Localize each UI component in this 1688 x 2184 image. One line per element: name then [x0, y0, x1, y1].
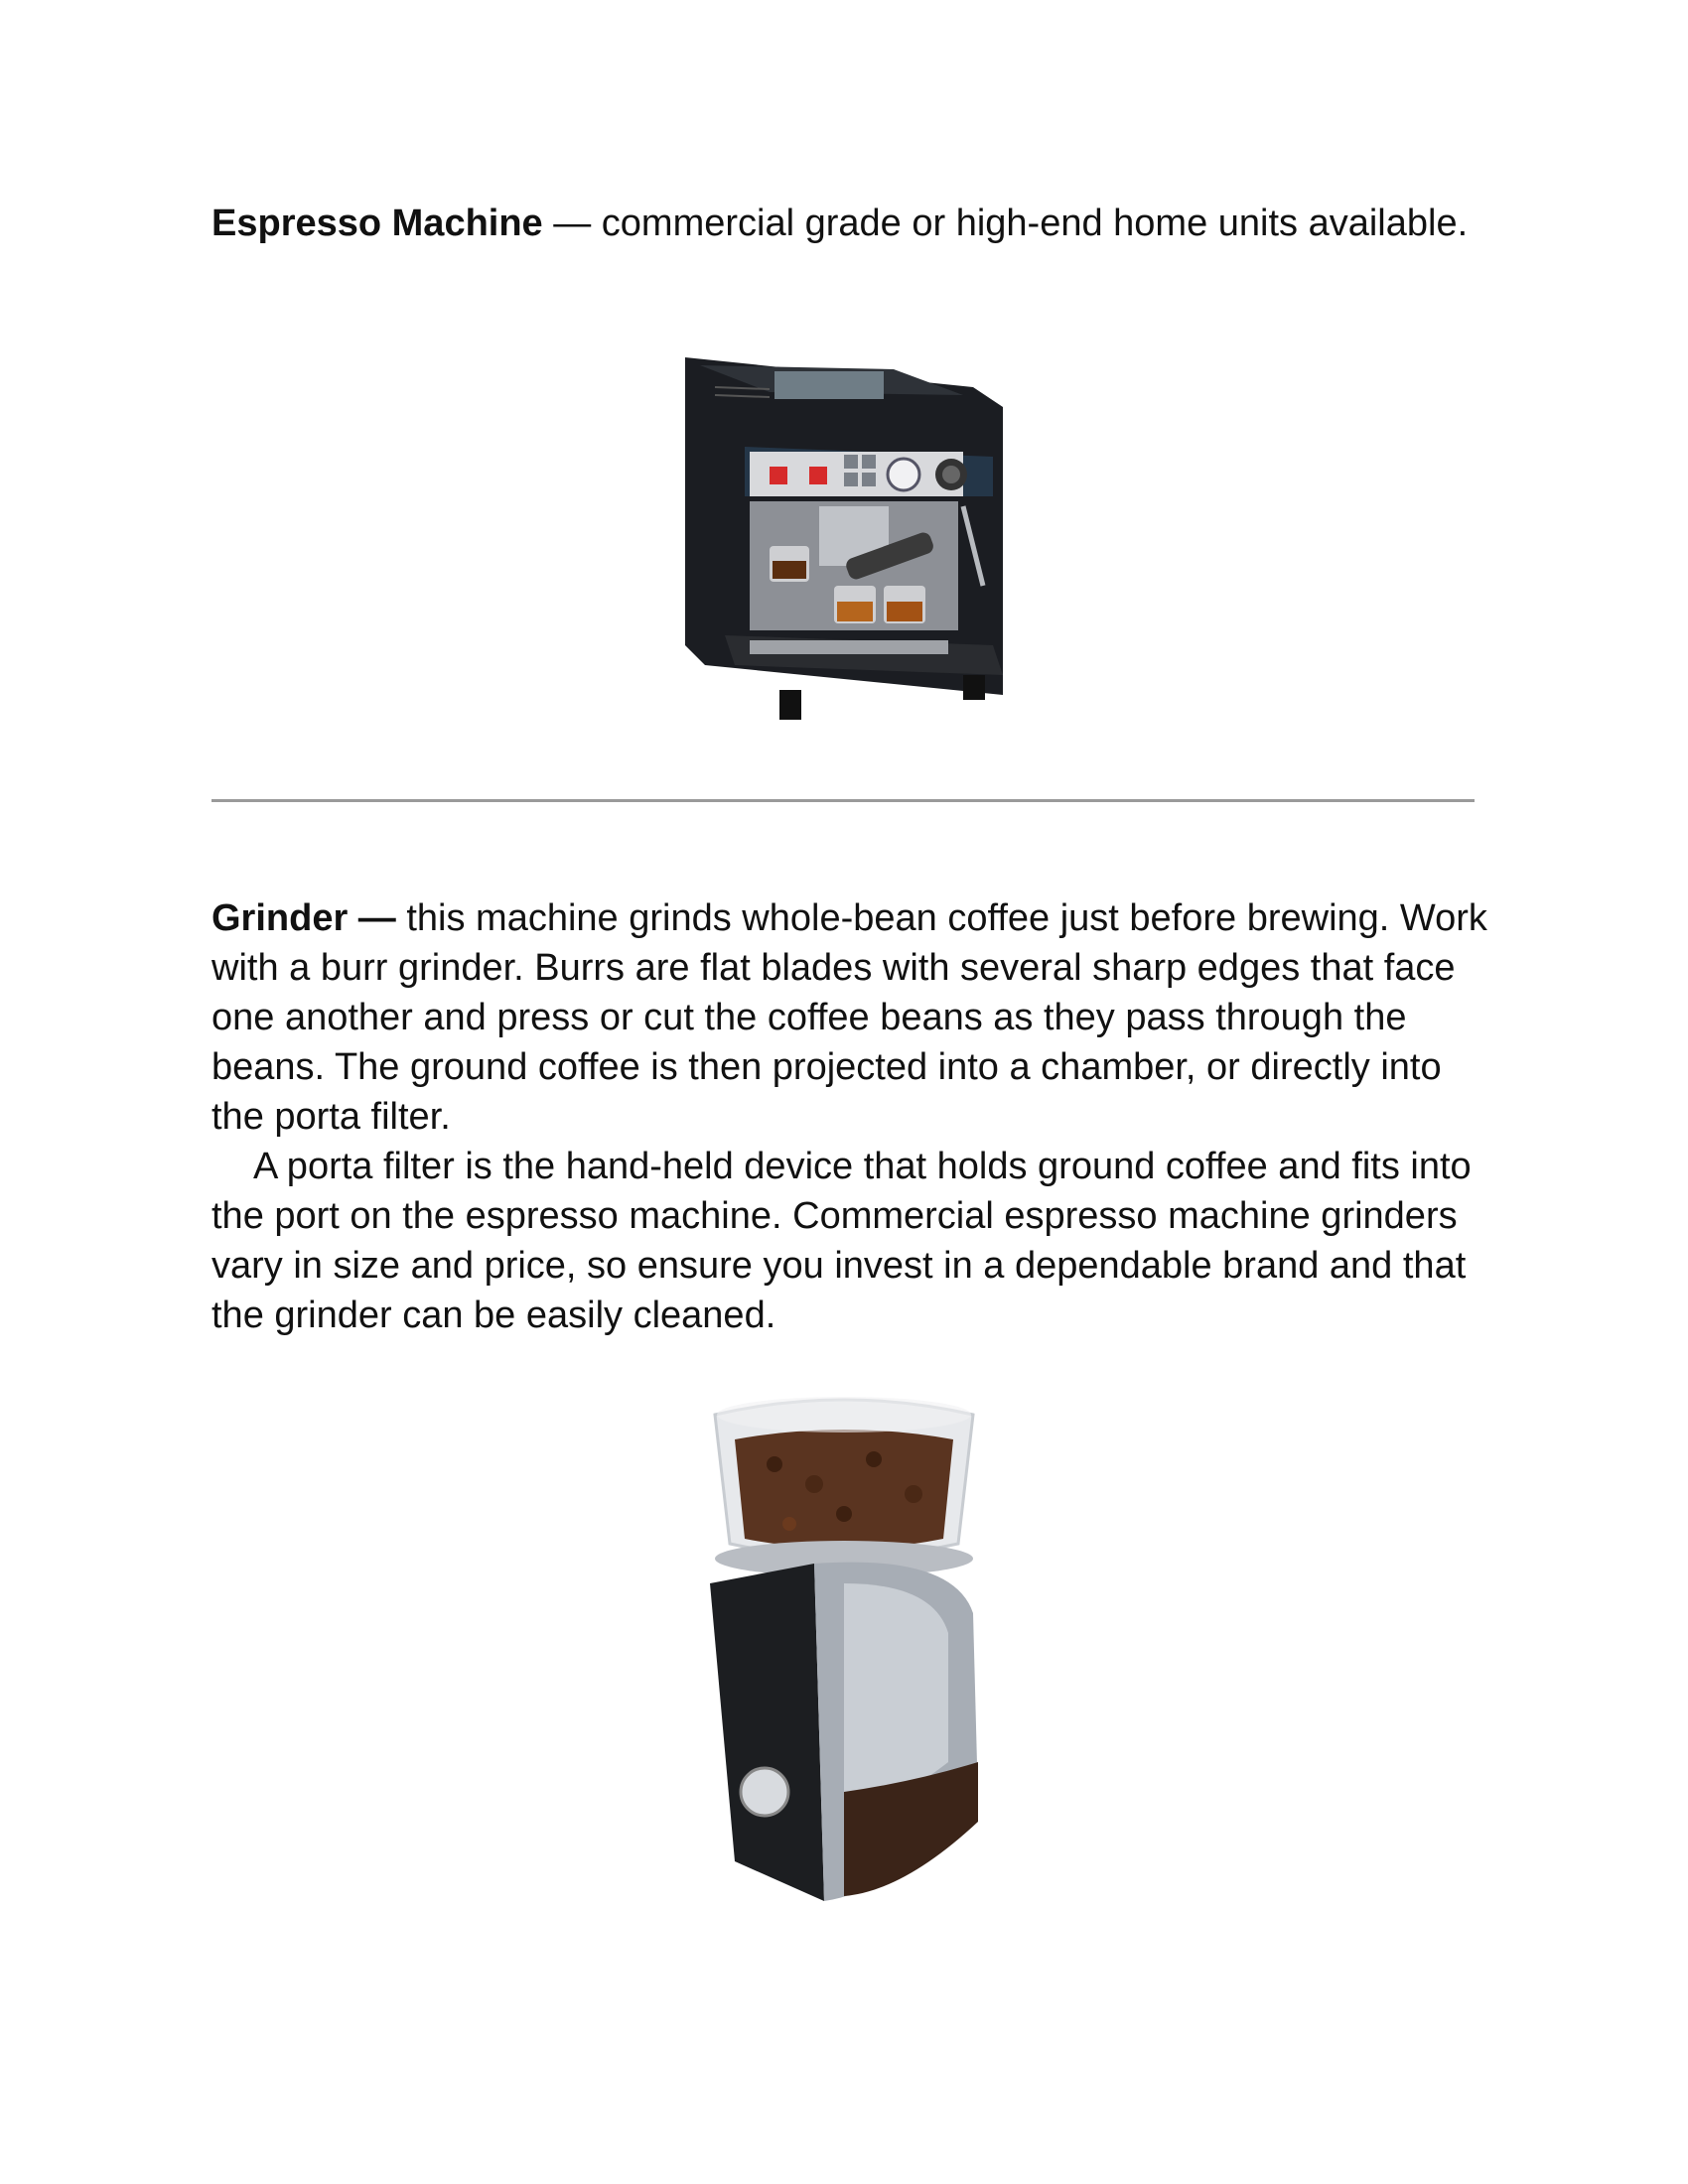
coffee-grinder-image — [695, 1385, 993, 1921]
porta-filter-paragraph: A porta filter is the hand-held device that holds ground coffee and fits into the port on the espresso machine. Commercial espresso machine grinders vary in size and price, so ensure you invest in a dependable brand and that the grinder can be easily cleaned. — [211, 1146, 1472, 1336]
grinder-paragraph — [211, 893, 1502, 1142]
espresso-machine-image — [675, 347, 1013, 745]
espresso-description: — commercial grade or high-end home units available. — [542, 203, 1469, 244]
espresso-paragraph — [211, 199, 1502, 248]
grinder-term: Grinder — — [211, 897, 396, 939]
grinder-description: this machine grinds whole-bean coffee just before brewing. Work with a burr grinder. Burrs are flat blades with several sharp edges that face one another and press or cut the coffee beans as they pass through the beans. The ground coffee is then projected into a chamber, or directly into the porta filter. — [211, 897, 1487, 1138]
section-divider — [211, 799, 1475, 802]
espresso-term: Espresso Machine — [211, 203, 543, 244]
